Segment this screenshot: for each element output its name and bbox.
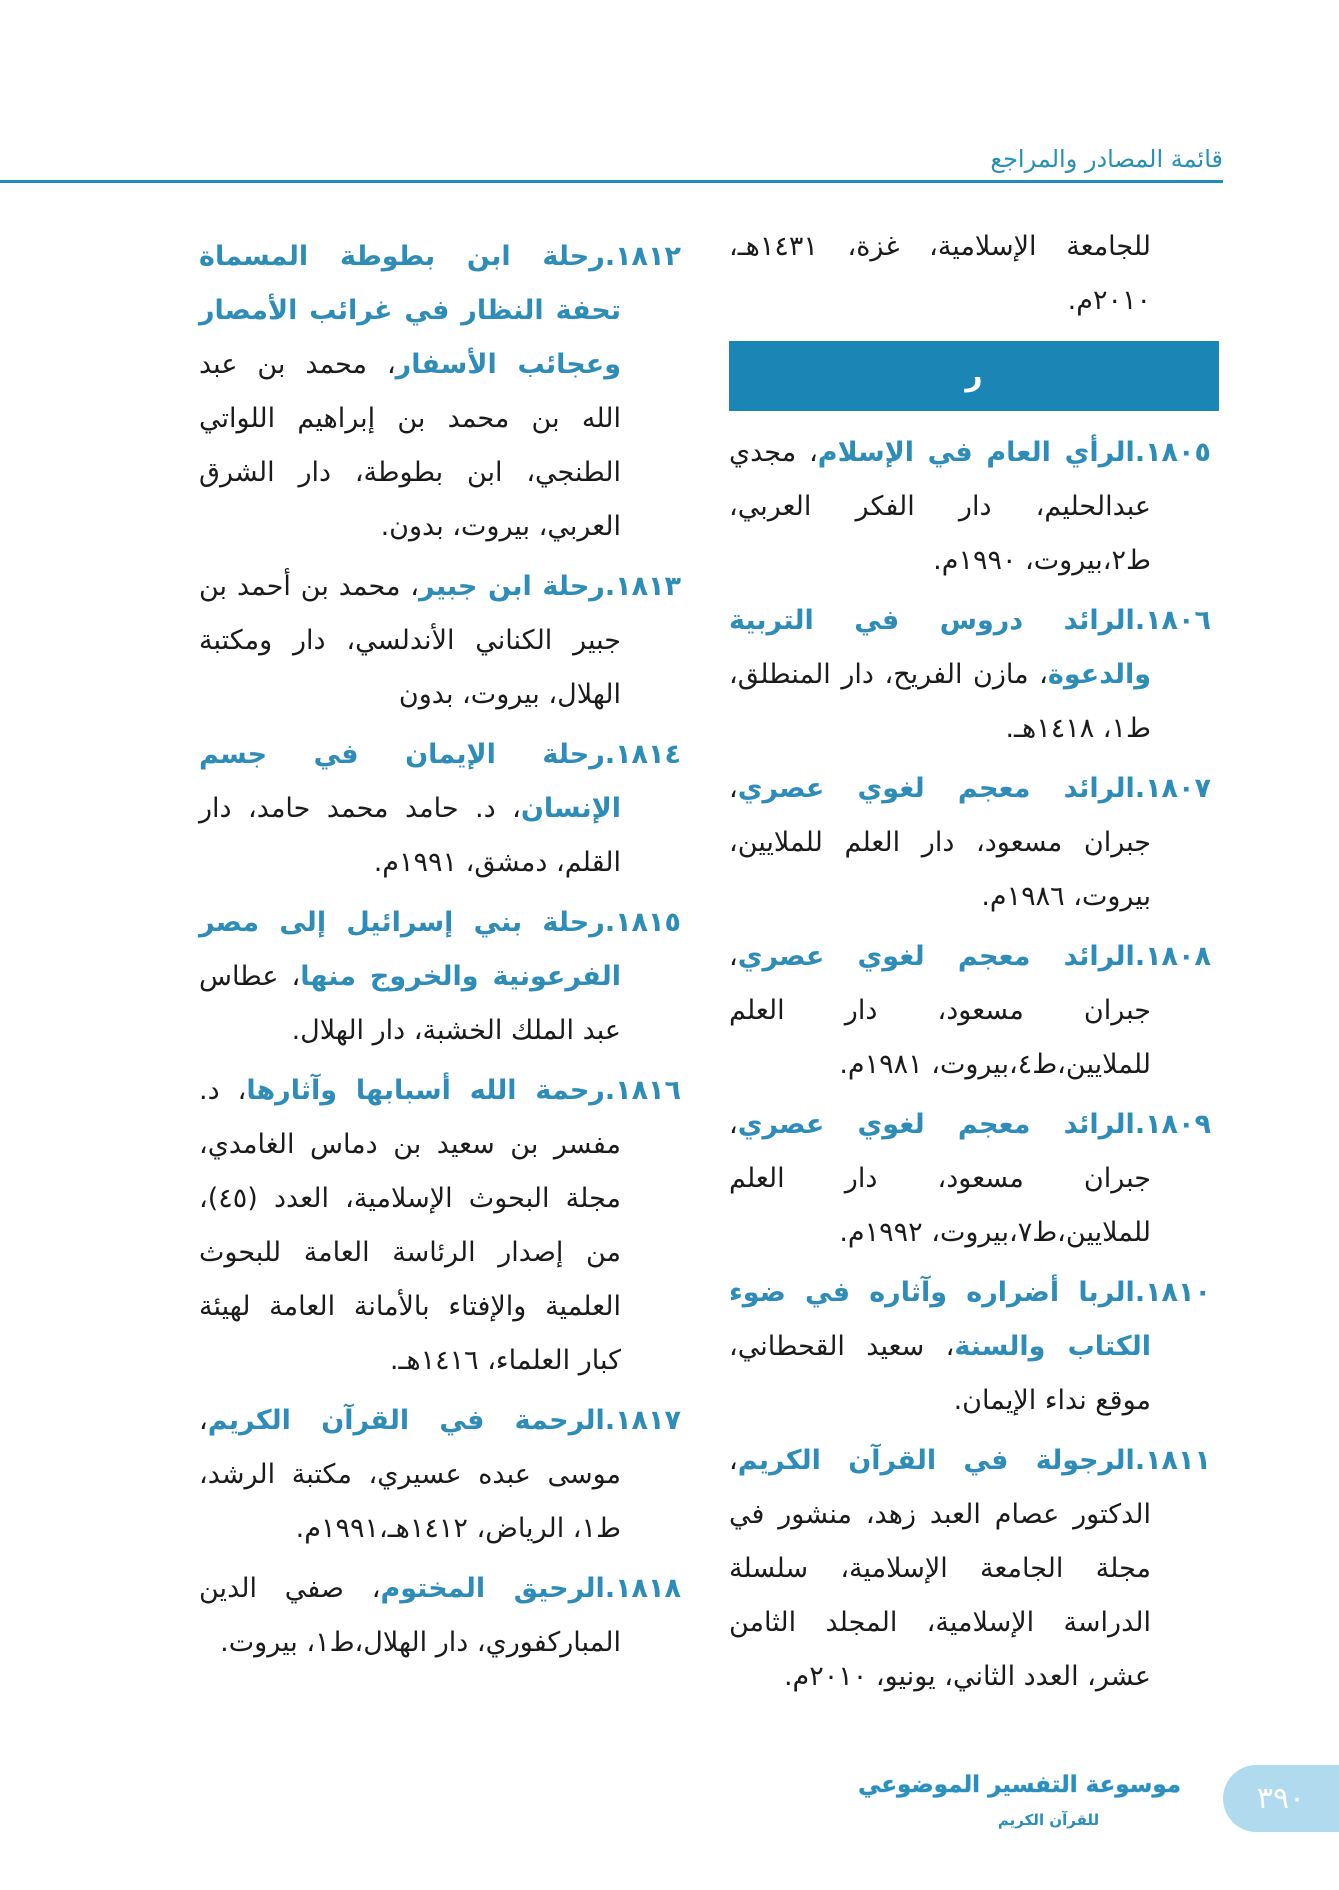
bibliography-entry	[199, 1064, 681, 1388]
entry-number: ١٨٠٨.	[1134, 941, 1211, 972]
entry-details: ، د. مفسر بن سعيد بن دماس الغامدي، مجلة البحوث الإسلامية، العدد (٤٥)، من إصدار الرئاسة العامة للبحوث العلمية والإفتاء بالأمانة العامة لهيئة كبار العلماء، ١٤١٦هـ.	[199, 1075, 621, 1376]
entry-details: ، محمد بن أحمد بن جبير الكناني الأندلسي، دار ومكتبة الهلال، بيروت، بدون	[199, 571, 621, 710]
entry-number: ١٨١٨.	[604, 1573, 681, 1604]
entry-number: ١٨١٥.	[604, 907, 681, 938]
entry-title: رحلة الإيمان في جسم الإنسان	[199, 739, 621, 824]
bibliography-entry	[729, 1434, 1211, 1704]
entry-number: ١٨١٣.	[604, 571, 682, 602]
entry-number: ١٨٠٦.	[1134, 605, 1211, 636]
bibliography-entry	[199, 1562, 681, 1670]
running-header: قائمة المصادر والمراجع	[990, 145, 1223, 173]
entry-number: ١٨١٢.	[604, 241, 681, 272]
entry-title: الرائد معجم لغوي عصري	[737, 1109, 1135, 1140]
bibliography-entry	[729, 930, 1211, 1092]
page-number-badge	[1223, 1765, 1339, 1832]
entry-title: الرأي العام في الإسلام	[817, 437, 1135, 468]
entry-details: ، الدكتور عصام العبد زهد، منشور في مجلة الجامعة الإسلامية، سلسلة الدراسة الإسلامية، المجلد الثامن عشر، العدد الثاني، يونيو، ٢٠١٠م.	[729, 1445, 1151, 1692]
entry-title: رحمة الله أسبابها وآثارها	[246, 1075, 605, 1106]
series-logo	[858, 1762, 1181, 1844]
entry-number: ١٨٠٥.	[1134, 437, 1211, 468]
bibliography-entry	[729, 594, 1211, 756]
bibliography-entry	[199, 1394, 681, 1556]
entry-details: ، مازن الفريح، دار المنطلق، ط١، ١٤١٨هـ.	[729, 659, 1151, 744]
entry-number: ١٨١٤.	[604, 739, 681, 770]
entry-number: ١٨٠٧.	[1134, 773, 1211, 804]
entry-title: رحلة ابن بطوطة المسماة تحفة النظار في غرائب الأمصار وعجائب الأسفار	[199, 241, 621, 380]
entry-title: الربا أضراره وآثاره في ضوء الكتاب والسنة	[729, 1277, 1151, 1362]
section-header-band	[729, 341, 1219, 411]
section-letter: ر	[965, 358, 983, 393]
entry-title: رحلة بني إسرائيل إلى مصر الفرعونية والخروج منها	[199, 907, 621, 992]
entry-details: ، د. حامد محمد حامد، دار القلم، دمشق، ١٩٩١م.	[199, 793, 621, 878]
entry-number: ١٨١١.	[1134, 1445, 1211, 1476]
entry-details: ، سعيد القحطاني، موقع نداء الإيمان.	[729, 1331, 1151, 1416]
entry-details: ، عطاس عبد الملك الخشبة، دار الهلال.	[199, 961, 621, 1046]
entry-title: الرحمة في القرآن الكريم	[207, 1405, 605, 1436]
left-column	[199, 230, 681, 1676]
bibliography-entry	[199, 728, 681, 890]
entry-number: ١٨٠٩.	[1134, 1109, 1211, 1140]
entry-title: الرائد معجم لغوي عصري	[737, 941, 1135, 972]
entry-details: ، جبران مسعود، دار العلم للملايين، بيروت، ١٩٨٦م.	[729, 773, 1151, 912]
entry-title: الرائد معجم لغوي عصري	[737, 773, 1135, 804]
entry-title: الرجولة في القرآن الكريم	[737, 1445, 1135, 1476]
entry-continuation: للجامعة الإسلامية، غزة، ١٤٣١هـ، ٢٠١٠م.	[729, 231, 1151, 316]
right-column	[729, 220, 1211, 1710]
entry-number: ١٨١٧.	[604, 1405, 681, 1436]
bibliography-entry	[199, 230, 681, 554]
entry-details: ، جبران مسعود، دار العلم للملايين،ط٧،بيروت، ١٩٩٢م.	[729, 1109, 1151, 1248]
entry-details: ، صفي الدين المباركفوري، دار الهلال،ط١، بيروت.	[199, 1573, 621, 1658]
bibliography-entry	[729, 762, 1211, 924]
entry-title: رحلة ابن جبير	[419, 571, 605, 602]
entry-title: الرحيق المختوم	[380, 1573, 605, 1604]
bibliography-entry	[199, 560, 681, 722]
entry-number: ١٨١٦.	[604, 1075, 682, 1106]
bibliography-entry	[729, 426, 1211, 588]
entry-details: ، مجدي عبدالحليم، دار الفكر العربي، ط٢،بيروت، ١٩٩٠م.	[729, 437, 1151, 576]
entry-details: ، جبران مسعود، دار العلم للملايين،ط٤،بيروت، ١٩٨١م.	[729, 941, 1151, 1080]
bibliography-entry	[729, 1098, 1211, 1260]
header-rule	[0, 180, 1223, 183]
logo-title: موسوعة التفسير الموضوعي	[858, 1772, 1181, 1798]
entry-details: ، موسى عبده عسيري، مكتبة الرشد، ط١، الرياض، ١٤١٢هـ،١٩٩١م.	[199, 1405, 621, 1544]
entry-title: الرائد دروس في التربية والدعوة	[729, 605, 1151, 690]
entry-number: ١٨١٠.	[1134, 1277, 1211, 1308]
logo-subtitle: للقرآن الكريم	[997, 1811, 1100, 1829]
page-number: ٣٩٠	[1256, 1781, 1306, 1816]
entry-details: ، محمد بن عبد الله بن محمد بن إبراهيم اللواتي الطنجي، ابن بطوطة، دار الشرق العربي، بيروت، بدون.	[199, 349, 621, 542]
bibliography-entry	[199, 896, 681, 1058]
bibliography-entry	[729, 1266, 1211, 1428]
